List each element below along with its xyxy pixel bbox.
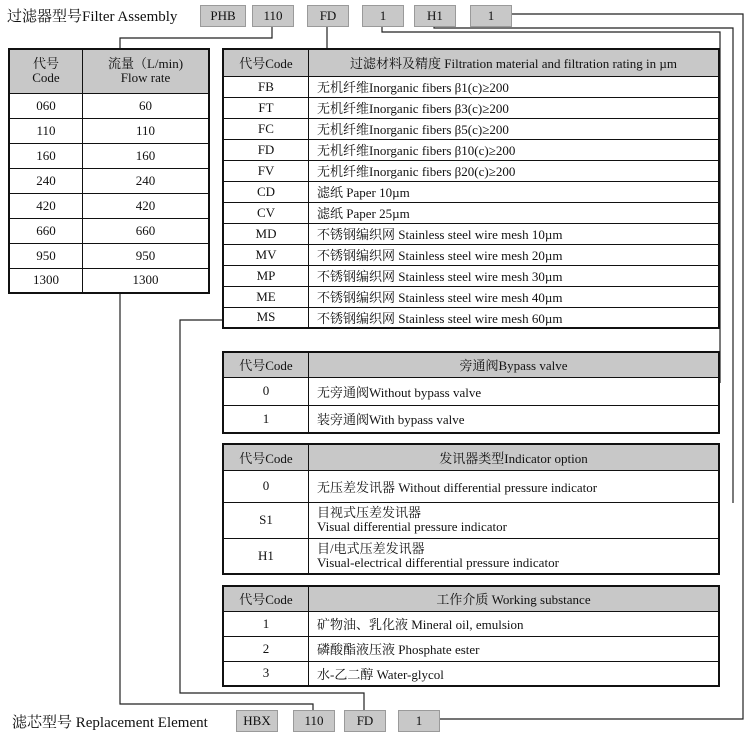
table-row xyxy=(223,244,719,265)
table-row xyxy=(223,118,719,139)
table-cell: FC xyxy=(223,118,309,139)
table-cell: 950 xyxy=(83,243,210,268)
table-row xyxy=(9,243,209,268)
table-header-row xyxy=(223,49,719,76)
table-row xyxy=(9,218,209,243)
table-cell: 无机纤维Inorganic fibers β5(c)≥200 xyxy=(309,118,720,139)
table-cell: 装旁通阀With bypass valve xyxy=(309,405,720,433)
footer-code-filtration: FD xyxy=(344,710,386,732)
substance-header-code: 代号Code xyxy=(223,586,309,611)
table-cell: 无机纤维Inorganic fibers β1(c)≥200 xyxy=(309,76,720,97)
code-box-filtration: FD xyxy=(307,5,349,27)
flow-header-rate: 流量（L/min) Flow rate xyxy=(83,49,210,93)
table-row xyxy=(223,470,719,502)
table-cell: 无旁通阀Without bypass valve xyxy=(309,377,720,405)
table-cell: 1300 xyxy=(9,268,83,293)
table-cell: 160 xyxy=(83,143,210,168)
table-cell: MS xyxy=(223,307,309,328)
table-row xyxy=(223,223,719,244)
table-cell: FB xyxy=(223,76,309,97)
table-row xyxy=(223,611,719,636)
code-box-substance: 1 xyxy=(470,5,512,27)
table-cell: H1 xyxy=(223,538,309,574)
code-box-flow: 110 xyxy=(252,5,294,27)
table-row xyxy=(223,502,719,538)
table-row xyxy=(223,661,719,686)
code-box-indicator: H1 xyxy=(414,5,456,27)
table-cell: 1 xyxy=(223,405,309,433)
code-box-series: PHB xyxy=(200,5,246,27)
table-cell: FT xyxy=(223,97,309,118)
table-cell: 1300 xyxy=(83,268,210,293)
table-cell: 滤纸 Paper 10µm xyxy=(309,181,720,202)
table-cell: 滤纸 Paper 25µm xyxy=(309,202,720,223)
table-cell: 磷酸酯液压液 Phosphate ester xyxy=(309,636,720,661)
table-cell: 660 xyxy=(83,218,210,243)
table-cell: 不锈钢编织网 Stainless steel wire mesh 10µm xyxy=(309,223,720,244)
table-row xyxy=(223,636,719,661)
table-row xyxy=(223,202,719,223)
bypass-table xyxy=(222,351,720,434)
table-row xyxy=(223,377,719,405)
table-cell: 目视式压差发讯器 Visual differential pressure indicator xyxy=(309,502,720,538)
table-cell: 0 xyxy=(223,470,309,502)
table-cell: 110 xyxy=(83,118,210,143)
table-cell: 水-乙二醇 Water-glycol xyxy=(309,661,720,686)
table-cell: 0 xyxy=(223,377,309,405)
table-cell: 不锈钢编织网 Stainless steel wire mesh 20µm xyxy=(309,244,720,265)
table-cell: 240 xyxy=(83,168,210,193)
table-cell: 160 xyxy=(9,143,83,168)
table-cell: FD xyxy=(223,139,309,160)
table-cell: 2 xyxy=(223,636,309,661)
table-header-row xyxy=(9,49,209,93)
table-row xyxy=(223,538,719,574)
table-cell: 3 xyxy=(223,661,309,686)
table-cell: 不锈钢编织网 Stainless steel wire mesh 40µm xyxy=(309,286,720,307)
bypass-header-code: 代号Code xyxy=(223,352,309,377)
table-cell: 240 xyxy=(9,168,83,193)
table-header-row xyxy=(223,352,719,377)
table-row xyxy=(9,193,209,218)
bypass-header-desc: 旁通阀Bypass valve xyxy=(309,352,720,377)
filtration-header-code: 代号Code xyxy=(223,49,309,76)
table-row xyxy=(9,118,209,143)
table-row xyxy=(223,307,719,328)
table-cell: CD xyxy=(223,181,309,202)
table-cell: 不锈钢编织网 Stainless steel wire mesh 60µm xyxy=(309,307,720,328)
table-row xyxy=(223,405,719,433)
table-row xyxy=(223,265,719,286)
table-cell: CV xyxy=(223,202,309,223)
indicator-header-desc: 发讯器类型Indicator option xyxy=(309,444,720,470)
table-cell: 无压差发讯器 Without differential pressure indicator xyxy=(309,470,720,502)
filter-assembly-label: 过滤器型号Filter Assembly xyxy=(7,9,178,25)
table-cell: 660 xyxy=(9,218,83,243)
substance-header-desc: 工作介质 Working substance xyxy=(309,586,720,611)
footer-code-substance: 1 xyxy=(398,710,440,732)
table-cell: 无机纤维Inorganic fibers β3(c)≥200 xyxy=(309,97,720,118)
table-cell: 420 xyxy=(9,193,83,218)
table-cell: 420 xyxy=(83,193,210,218)
table-row xyxy=(223,139,719,160)
footer-code-series: HBX xyxy=(236,710,278,732)
table-cell: 矿物油、乳化液 Mineral oil, emulsion xyxy=(309,611,720,636)
table-cell: MP xyxy=(223,265,309,286)
flow-header-code: 代号 Code xyxy=(9,49,83,93)
table-cell: 无机纤维Inorganic fibers β10(c)≥200 xyxy=(309,139,720,160)
table-row xyxy=(223,181,719,202)
footer-code-flow: 110 xyxy=(293,710,335,732)
table-row xyxy=(223,160,719,181)
table-cell: 950 xyxy=(9,243,83,268)
table-row xyxy=(9,143,209,168)
table-row xyxy=(223,286,719,307)
table-cell: 060 xyxy=(9,93,83,118)
table-cell: FV xyxy=(223,160,309,181)
table-header-row xyxy=(223,444,719,470)
table-header-row xyxy=(223,586,719,611)
table-row xyxy=(9,93,209,118)
table-cell: S1 xyxy=(223,502,309,538)
table-cell: 不锈钢编织网 Stainless steel wire mesh 30µm xyxy=(309,265,720,286)
filtration-header-desc: 过滤材料及精度 Filtration material and filtration rating in µm xyxy=(309,49,720,76)
table-cell: 60 xyxy=(83,93,210,118)
table-cell: 1 xyxy=(223,611,309,636)
table-cell: MD xyxy=(223,223,309,244)
replacement-element-label: 滤芯型号 Replacement Element xyxy=(12,715,208,731)
indicator-table xyxy=(222,443,720,575)
table-cell: 无机纤维Inorganic fibers β20(c)≥200 xyxy=(309,160,720,181)
code-box-bypass: 1 xyxy=(362,5,404,27)
filtration-table xyxy=(222,48,720,329)
table-row xyxy=(9,268,209,293)
table-cell: 110 xyxy=(9,118,83,143)
substance-table xyxy=(222,585,720,687)
indicator-header-code: 代号Code xyxy=(223,444,309,470)
table-row xyxy=(223,97,719,118)
flow-rate-table xyxy=(8,48,210,294)
table-cell: MV xyxy=(223,244,309,265)
table-cell: 目/电式压差发讯器 Visual-electrical differential pressure indicator xyxy=(309,538,720,574)
table-row xyxy=(223,76,719,97)
table-cell: ME xyxy=(223,286,309,307)
table-row xyxy=(9,168,209,193)
